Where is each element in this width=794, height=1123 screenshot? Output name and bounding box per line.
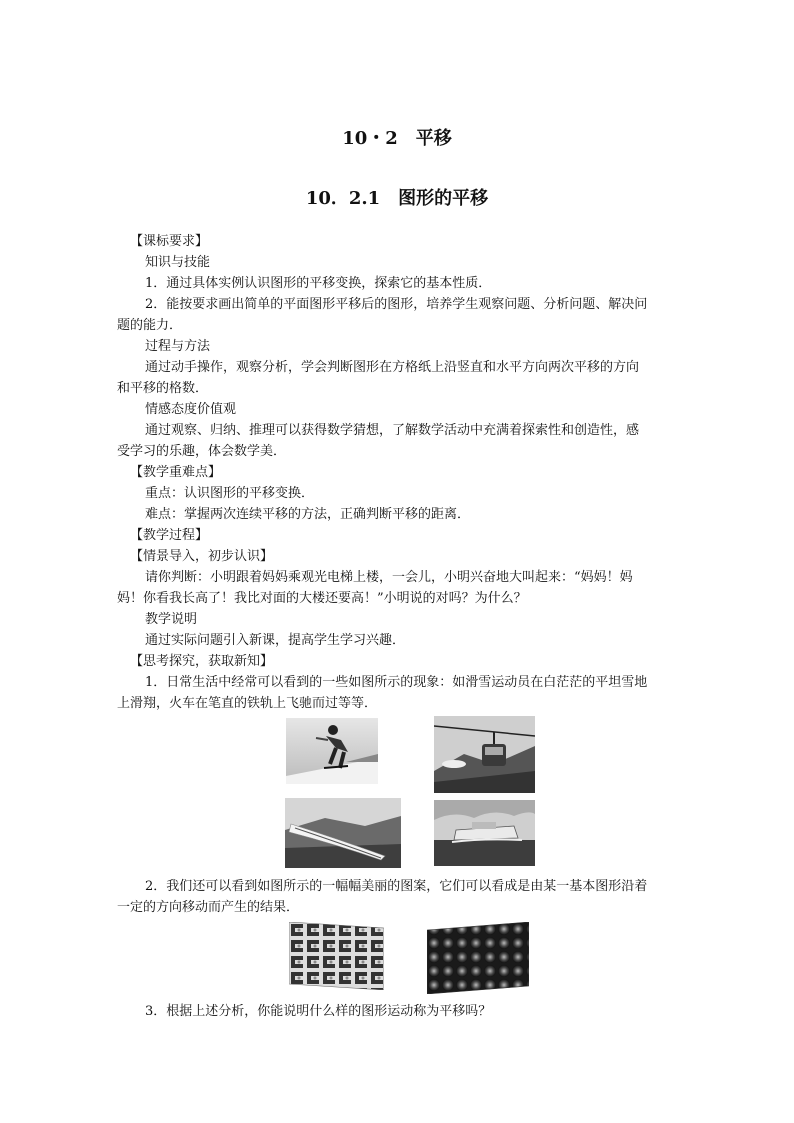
paragraph: 和平移的格数． — [117, 381, 209, 396]
heading-curriculum: 【课标要求】 — [130, 234, 209, 249]
paragraph: 3．根据上述分析，你能说明什么样的图形运动称为平移吗？ — [145, 1004, 492, 1019]
hovercraft-boat-photo — [434, 800, 535, 866]
page-title: 10・2 平移 — [342, 128, 452, 149]
heading-teaching-process: 【教学过程】 — [130, 528, 209, 543]
skier-photo — [286, 718, 378, 784]
high-speed-train-photo — [285, 798, 401, 868]
paragraph: 妈！你看我长高了！我比对面的大楼还要高！”小明说的对吗？为什么？ — [117, 591, 527, 606]
paragraph: 请你判断：小明跟着妈妈乘观光电梯上楼，一会儿，小明兴奋地大叫起来：“妈妈！妈 — [145, 570, 633, 585]
paragraph: 2．我们还可以看到如图所示的一幅幅美丽的图案，它们可以看成是由某一基本图形沿着 — [145, 879, 648, 894]
tiled-pattern-one-image — [289, 922, 384, 990]
paragraph: 一定的方向移动而产生的结果． — [117, 900, 300, 915]
paragraph: 题的能力． — [117, 318, 183, 333]
subheading-attitude: 情感态度价值观 — [145, 402, 237, 417]
paragraph: 受学习的乐趣，体会数学美． — [117, 444, 287, 459]
paragraph: 1．日常生活中经常可以看到的一些如图所示的现象：如滑雪运动员在白茫茫的平坦雪地 — [145, 675, 648, 690]
paragraph: 通过实际问题引入新课，提高学生学习兴趣． — [145, 633, 406, 648]
paragraph: 重点：认识图形的平移变换． — [145, 486, 315, 501]
tiled-pattern-two-image — [427, 922, 529, 994]
paragraph: 2．能按要求画出简单的平面图形平移后的图形，培养学生观察问题、分析问题、解决问 — [145, 297, 648, 312]
paragraph: 通过观察、归纳、推理可以获得数学猜想，了解数学活动中充满着探索性和创造性，感 — [145, 423, 640, 438]
paragraph: 难点：掌握两次连续平移的方法，正确判断平移的距离． — [145, 507, 471, 522]
subheading-knowledge: 知识与技能 — [145, 255, 211, 270]
cable-car-photo — [434, 716, 535, 793]
heading-explore: 【思考探究，获取新知】 — [130, 654, 274, 669]
heading-intro: 【情景导入，初步认识】 — [130, 549, 274, 564]
section-title: 10．2.1 图形的平移 — [305, 188, 489, 209]
subheading-note: 教学说明 — [145, 612, 198, 627]
heading-key-points: 【教学重难点】 — [130, 465, 222, 480]
subheading-process: 过程与方法 — [145, 339, 211, 354]
paragraph: 上滑翔，火车在笔直的铁轨上飞驰而过等等． — [117, 696, 378, 711]
paragraph: 通过动手操作，观察分析，学会判断图形在方格纸上沿竖直和水平方向两次平移的方向 — [145, 360, 640, 375]
paragraph: 1．通过具体实例认识图形的平移变换，探索它的基本性质． — [145, 276, 492, 291]
